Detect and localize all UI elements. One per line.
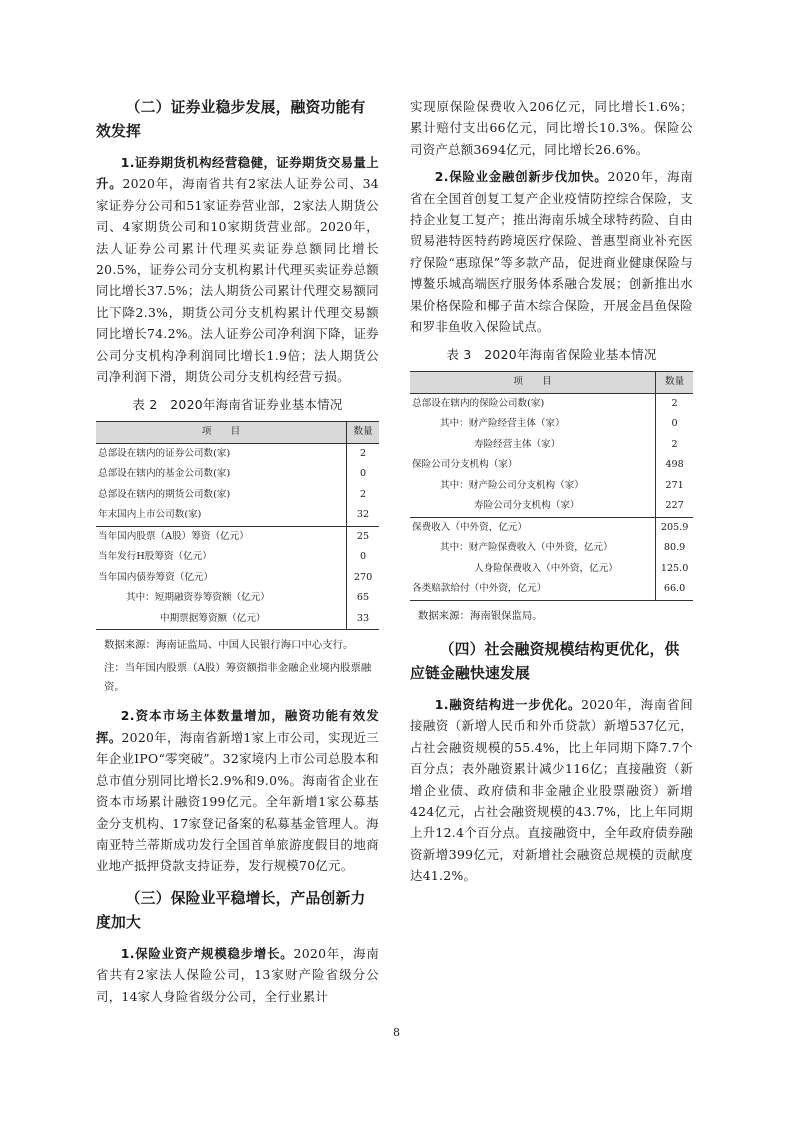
table-row [96,464,379,485]
row-value: 2 [671,438,678,450]
table-row [410,538,693,559]
paragraph-securities-institutions [96,152,379,387]
table-2-securities [96,421,379,630]
table-row [96,526,379,547]
table-row [410,414,693,435]
header-count: 数量 [347,422,379,444]
row-value: 498 [665,459,684,471]
table-row [96,443,379,464]
table-header-row [96,422,379,444]
row-value: 2 [359,488,367,500]
row-value: 125.0 [660,562,689,574]
row-value: 66.0 [656,579,693,600]
paragraph-lead: 2.保险业金融创新步伐加快。 [434,169,608,185]
header-count: 数量 [656,372,693,394]
table-row [410,476,693,497]
table-3-title: 表 3 2020年海南省保险业基本情况 [446,347,657,363]
paragraph-lead: 2.资本市场主体数量增加，融资功能有效发挥。 [96,708,379,745]
row-label: 总部设在辖内的保险公司数(家) [410,393,656,414]
row-label: 中期票据筹资额（亿元） [96,609,347,630]
table-row [410,435,693,456]
row-label: 寿险公司分支机构（家） [410,496,656,517]
section-heading-insurance: （三）保险业平稳增长，产品创新力度加大 [96,889,366,931]
paragraph-insurance-assets-continued: 实现原保险保费收入206亿元，同比增长1.6%；累计赔付支出66亿元，同比增长10.3%。保险公司资产总额3694亿元，同比增长26.6%。 [410,99,693,157]
row-value: 271 [665,479,684,491]
paragraph-text: 2020年，海南省间接融资（新增人民币和外币贷款）新增537亿元，占社会融资规模的55.4%，比上年同期下降7.7个百分点；表外融资累计减少116亿；直接融资（新增企业债、政府债和非金融企业股票融资）新增424亿元，占社会融资规模的43.7%，比上年同期上升12.4个百分点。直接融资中，全年政府债券融资新增399亿元，对新增社会融资总规模的贡献度达41.2%。 [410,696,693,884]
row-label: 保费收入（中外资，亿元） [410,517,656,538]
table-3-insurance [410,371,693,601]
paragraph-text: 2020年，海南省新增1家上市公司，实现近三年企业IPO“零突破”。32家境内上市公司总股本和总市值分别同比增长2.9%和9.0%。海南省企业在资本市场累计融资199亿元。全年新增1家公募基金分支机构、17家登记备案的私募基金管理人。海南亚特兰蒂斯成功发行全国首单旅游度假目的地商业地产抵押贷款支持证券，发行规模70亿元。 [96,729,379,874]
row-label: 总部设在辖内的证券公司数(家) [96,443,347,464]
table-row [96,485,379,506]
row-label: 其中：短期融资券筹资额（亿元） [96,588,347,609]
row-value: 33 [347,609,379,630]
table-row [410,517,693,538]
row-value: 80.9 [663,542,686,554]
row-value: 25 [347,526,379,547]
row-value: 32 [356,509,370,521]
row-label: 年末国内上市公司数(家) [96,505,347,526]
table-row [96,505,379,526]
table-row [410,455,693,476]
paragraph-lead: 1.证券期货机构经营稳健，证券期货交易量上升。 [96,155,379,192]
header-item: 项 目 [410,372,656,394]
table-3-source: 数据来源：海南银保监局。 [418,609,543,622]
header-item: 项 目 [96,422,347,444]
row-value: 65 [356,592,370,604]
row-value: 0 [359,551,367,563]
row-value: 270 [353,571,373,583]
row-label: 寿险经营主体（家） [410,435,656,456]
paragraph-text: 2020年，海南省共有2家法人保险公司，13家财产险省级分公司，14家人身险省级分公司，全行业累计 [96,945,380,1004]
page-number: 8 [393,1026,400,1039]
paragraph-lead: 1.保险业资产规模稳步增长。 [120,945,294,961]
left-column [96,96,379,1013]
table-header-row [410,372,693,394]
row-value: 205.9 [656,517,693,538]
row-label: 总部设在辖内的基金公司数(家) [96,464,347,485]
paragraph-insurance-assets [96,943,379,1007]
row-label: 其中：财产险经营主体（家） [410,414,656,435]
row-label: 其中：财产险保费收入（中外资，亿元） [410,538,656,559]
row-label: 其中：财产险公司分支机构（家） [410,476,656,497]
section-heading-social-financing: （四）社会融资规模结构更优化，供应链金融快速发展 [410,640,680,682]
paragraph-insurance-innovation [410,166,693,337]
table-2-source: 数据来源：海南证监局、中国人民银行海口中心支行。 [104,639,354,652]
table-row [410,393,693,414]
paragraph-text: 2020年，海南省共有2家法人证券公司、34家证券分公司和51家证券营业部，2家法人期货公司、4家期货公司和10家期货营业部。2020年，法人证券公司累计代理买卖证券总额同比增长20.5%，证券公司分支机构累计代理买卖证券总额同比增长37.5%；法人期货公司累计代理交易额同比下降2.3%，期货公司分支机构累计代理交易额同比增长74.2%。法人证券公司净利润下降，证券公司分支机构净利润同比增长1.9倍；法人期货公司净利润下滑，期货公司分支机构经营亏损。 [96,176,379,385]
table-row [96,609,379,630]
row-label: 各类赔款给付（中外资，亿元） [410,579,656,600]
table-row [410,496,693,517]
row-value: 0 [359,468,367,480]
table-row [96,588,379,609]
row-label: 当年国内债券筹资（亿元） [96,568,347,589]
section-heading-securities: （二）证券业稳步发展，融资功能有效发挥 [96,99,366,140]
row-value: 0 [671,418,678,430]
paragraph-lead: 1.融资结构进一步优化。 [434,696,582,712]
paragraph-capital-market [96,705,379,876]
table-row [96,568,379,589]
table-row [410,559,693,580]
row-label: 当年发行H股筹资（亿元） [96,547,347,568]
paragraph-text: 2020年，海南省在全国首创复工复产企业疫情防控综合保险，支持企业复工复产；推出海南乐城全球特药险、自由贸易港特医特药跨境医疗保险、普惠型商业补充医疗保险“惠琼保”等多款产品，促进商业健康保险与博鳌乐城高端医疗服务体系融合发展；创新推出水果价格保险和椰子苗木综合保险，开展金昌鱼保险和罗非鱼收入保险试点。 [410,169,694,335]
table-row [410,579,693,600]
row-label: 总部设在辖内的期货公司数(家) [96,485,347,506]
row-label: 保险公司分支机构（家） [410,455,656,476]
row-value: 2 [359,447,367,459]
right-column [410,96,693,893]
row-label: 当年国内股票（A股）筹资（亿元） [96,526,347,547]
row-value: 227 [665,500,684,512]
table-2-title: 表 2 2020年海南省证券业基本情况 [132,397,343,413]
paragraph-financing-structure [410,694,693,887]
row-label: 人身险保费收入（中外资，亿元） [410,559,656,580]
row-value: 2 [671,397,678,409]
table-row [96,547,379,568]
table-2-note: 注：当年国内股票（A股）筹资额指非金融企业境内股票融资。 [104,662,372,694]
